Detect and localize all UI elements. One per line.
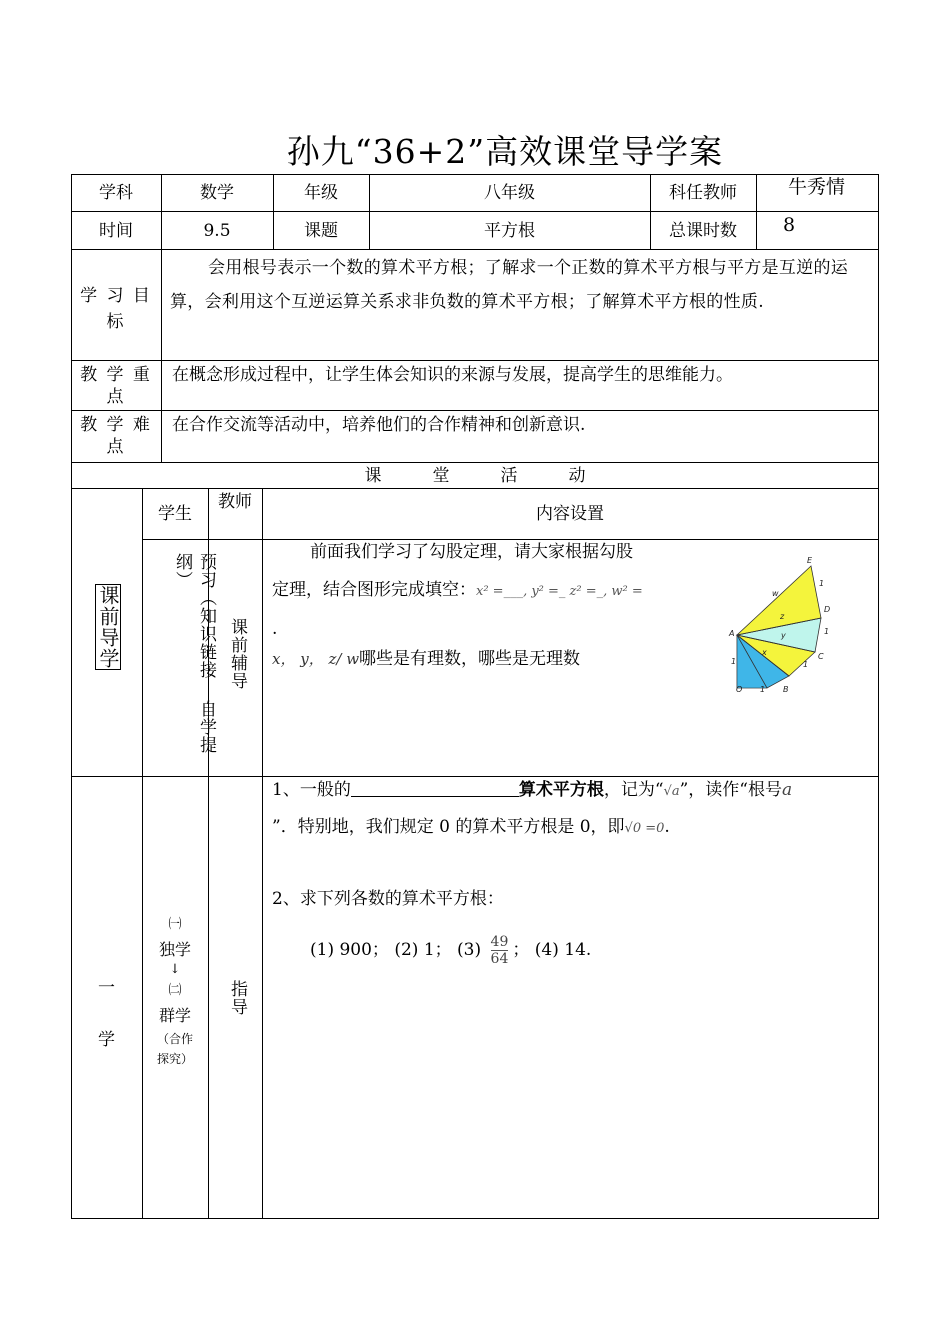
topic-value: 平方根 xyxy=(484,221,535,241)
preview-teacher-label: 课前辅导 xyxy=(227,618,247,690)
column-student: 学生 xyxy=(158,504,192,524)
study-side-label-1: 一 学 xyxy=(98,978,115,1050)
svg-text:D: D xyxy=(824,605,831,614)
study-item2-list: (1) 900； (2) 1； (3) $\frac{49}{64}$ ； (4) 14. xyxy=(310,934,592,967)
grade-label: 年级 xyxy=(304,183,338,203)
goals-text: 会用根号表示一个数的算术平方根；了解求一个正数的算术平方根与平方是互逆的运算，会利用这个互逆运算关系求非负数的算术平方根；了解算术平方根的性质. xyxy=(170,258,849,312)
page-title: 孙九“36+2”高效课堂导学案 xyxy=(286,132,724,171)
key-points-label: 教 学 重 点 xyxy=(80,365,152,407)
time-label: 时间 xyxy=(99,221,133,241)
svg-text:1: 1 xyxy=(824,627,830,636)
goals-label: 学 习 目 标 xyxy=(80,286,152,332)
grade-value: 八年级 xyxy=(484,183,535,203)
difficulties-label: 教 学 难 点 xyxy=(80,415,152,457)
subject-value: 数学 xyxy=(200,183,234,203)
svg-text:1: 1 xyxy=(731,657,737,666)
preview-line1: 前面我们学习了勾股定理，请大家根据勾股 xyxy=(310,542,633,562)
subject-label: 学科 xyxy=(99,183,133,203)
time-value: 9.5 xyxy=(203,221,231,241)
teacher-label: 科任教师 xyxy=(669,183,737,203)
svg-text:B: B xyxy=(783,685,789,694)
label-e: E xyxy=(807,556,813,565)
svg-text:z: z xyxy=(780,612,785,621)
svg-text:1: 1 xyxy=(803,660,809,669)
svg-text:1: 1 xyxy=(819,579,825,588)
svg-text:C: C xyxy=(818,652,824,661)
preview-side-label: 课前导学 xyxy=(96,585,120,669)
hours-label: 总课时数 xyxy=(669,221,737,241)
study-student-label: ㈠ 独学 ↓ ㈡ 群学 （合作 探究） xyxy=(156,917,193,1066)
hours-value: 8 xyxy=(783,214,796,236)
study-teacher-label: 指导 xyxy=(227,980,247,1016)
svg-text:x: x xyxy=(762,648,767,657)
study-item2: 2、求下列各数的算术平方根： xyxy=(272,889,504,909)
key-points-text: 在概念形成过程中，让学生体会知识的来源与发展，提高学生的思维能力。 xyxy=(172,365,733,385)
svg-text:w: w xyxy=(772,589,779,598)
activity-header: 课 堂 活 动 xyxy=(364,466,586,486)
study-item1-line2: ”．特别地，我们规定 0 的算术平方根是 0，即√0 =0. xyxy=(272,817,670,837)
preview-line2-end: . xyxy=(272,619,278,639)
teacher-value: 牛秀情 xyxy=(788,176,846,198)
preview-student-label: 预习（知识链接 自学提纲） xyxy=(172,553,216,754)
topic-label: 课题 xyxy=(304,221,338,241)
svg-text:A: A xyxy=(729,629,735,638)
column-teacher: 教师 xyxy=(218,492,252,512)
svg-text:O: O xyxy=(736,685,743,694)
study-item1: 1、一般的 算术平方根，记为“√a”，读作“根号a xyxy=(272,780,793,800)
column-content: 内容设置 xyxy=(536,504,604,524)
svg-text:1: 1 xyxy=(760,685,766,694)
svg-text:y: y xyxy=(781,631,786,640)
preview-line3: x， y， z/ w哪些是有理数，哪些是无理数 xyxy=(272,649,581,669)
preview-line2: 定理，结合图形完成填空：x² =___, y² =_ z² =_, w² = xyxy=(272,580,643,600)
pythagorean-spiral-figure xyxy=(725,552,845,694)
difficulties-text: 在合作交流等活动中，培养他们的合作精神和创新意识. xyxy=(172,415,586,435)
